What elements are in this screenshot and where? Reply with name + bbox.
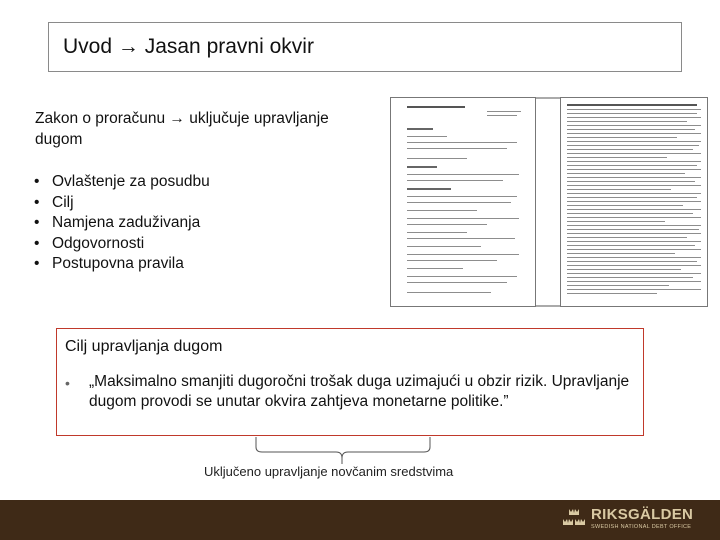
list-item-label: Postupovna pravila (52, 255, 184, 272)
bullet-marker: • (34, 214, 40, 231)
logo-text (591, 507, 693, 530)
goal-quote: „Maksimalno smanjiti dugoročni trošak duga uzimajući u obzir rizik. Upravljanje dugom provodi se unutar okvira zahtjeva monetarne politike.” (89, 373, 630, 410)
list-item-label: Ovlaštenje za posudbu (52, 173, 210, 190)
logo-subtitle: SWEDISH NATIONAL DEBT OFFICE (591, 524, 692, 530)
bullet-marker: • (34, 193, 40, 211)
goal-heading: Cilj upravljanja dugom (65, 338, 223, 355)
riksgalden-logo (562, 507, 693, 530)
three-crowns-icon (562, 508, 586, 530)
statute-document-thumbnail (390, 97, 536, 307)
bullet-marker: • (34, 255, 40, 272)
bullet-marker: • (34, 234, 40, 252)
list-item-label: Namjena zaduživanja (52, 214, 201, 231)
cash-management-note: Uključeno upravljanje novčanim sredstvima (204, 464, 454, 479)
bullet-marker: • (65, 375, 70, 391)
bullet-marker: • (34, 173, 40, 190)
logo-name: RIKSGÄLDEN (591, 506, 694, 523)
statute-excerpt-thumbnail (560, 97, 708, 307)
debt-management-goal-box (56, 328, 644, 436)
slide-title: Uvod → Jasan pravni okvir (63, 35, 314, 58)
intro-text: Zakon o proračunu → uključuje upravljanje dugom (35, 110, 329, 148)
list-item-label: Odgovornosti (52, 234, 145, 252)
list-item-label: Cilj (52, 193, 74, 211)
